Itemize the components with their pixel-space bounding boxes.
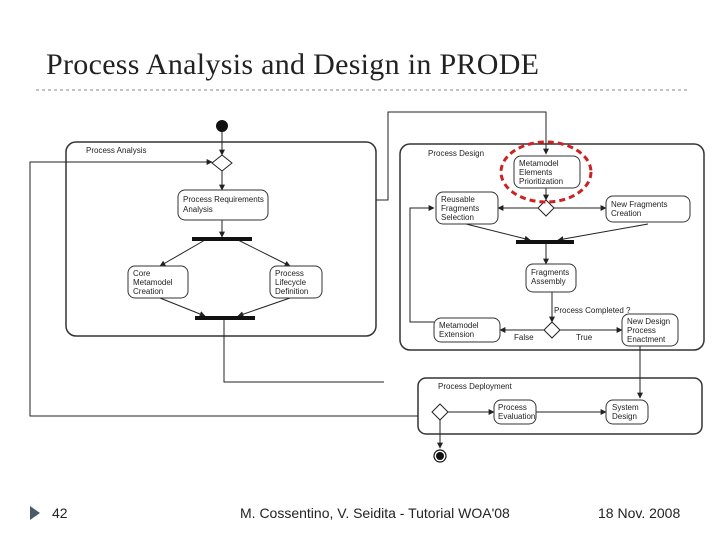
activity-new-design-process-enactment [622,314,678,346]
svg-text:Assembly: Assembly [531,277,566,286]
activity-process-lifecycle-definition [270,266,322,298]
analysis-decision-node [212,155,232,171]
activity-process-evaluation [494,400,536,424]
activity-fragments-assembly [526,264,576,292]
design-join-bar [516,240,574,244]
svg-text:Definition: Definition [275,287,309,296]
svg-text:System: System [612,403,639,412]
svg-text:Process: Process [627,326,656,335]
svg-text:Creation: Creation [611,209,642,218]
activity-metamodel-elements-prioritization [514,156,580,188]
guard-false: False [514,333,534,342]
process-design-label: Process Design [428,149,485,158]
activity-new-fragments-creation [606,196,690,222]
svg-text:Metamodel: Metamodel [133,278,173,287]
svg-text:Reusable: Reusable [441,195,475,204]
svg-text:Lifecycle: Lifecycle [275,278,307,287]
svg-text:New Fragments: New Fragments [611,200,668,209]
svg-text:Process: Process [275,269,304,278]
slide-title: Process Analysis and Design in PRODE [46,48,540,81]
activity-core-metamodel-creation [128,266,188,298]
svg-text:Prioritization: Prioritization [519,177,564,186]
svg-text:Enactment: Enactment [627,335,666,344]
process-analysis-label: Process Analysis [86,146,147,155]
deployment-decision-node [432,404,448,420]
svg-text:New Design: New Design [627,317,671,326]
svg-text:Fragments: Fragments [531,268,570,277]
process-deployment-label: Process Deployment [438,382,512,391]
footer-date: 18 Nov. 2008 [598,505,681,521]
svg-text:Fragments: Fragments [441,204,480,213]
analysis-join-bar [195,316,255,320]
svg-text:Metamodel: Metamodel [519,159,559,168]
svg-text:Process Requirements: Process Requirements [183,195,264,204]
activity-process-requirements-analysis [178,190,268,220]
initial-node [216,120,228,132]
svg-text:Design: Design [612,412,637,421]
analysis-fork-bar [192,237,252,241]
svg-text:Metamodel: Metamodel [439,321,479,330]
page-number: 42 [52,505,68,521]
svg-text:Analysis: Analysis [183,205,213,214]
svg-text:Creation: Creation [133,287,164,296]
svg-text:Process: Process [498,403,527,412]
footer-bullet-icon [30,506,40,520]
svg-text:Selection: Selection [441,213,474,222]
activity-metamodel-extension [434,318,500,342]
final-node [434,450,446,462]
svg-text:Evaluation: Evaluation [498,412,536,421]
process-completed-decision-node [544,322,560,338]
footer-authors: M. Cossentino, V. Seidita - Tutorial WOA'08 [240,505,510,521]
activity-system-design [606,400,648,424]
svg-text:Core: Core [133,269,151,278]
guard-true: True [576,333,593,342]
process-deployment-frame [418,378,702,434]
svg-text:Extension: Extension [439,330,475,339]
guard-process-completed: Process Completed ? [554,306,631,315]
activity-reusable-fragments-selection [436,192,498,224]
svg-text:Elements: Elements [519,168,553,177]
